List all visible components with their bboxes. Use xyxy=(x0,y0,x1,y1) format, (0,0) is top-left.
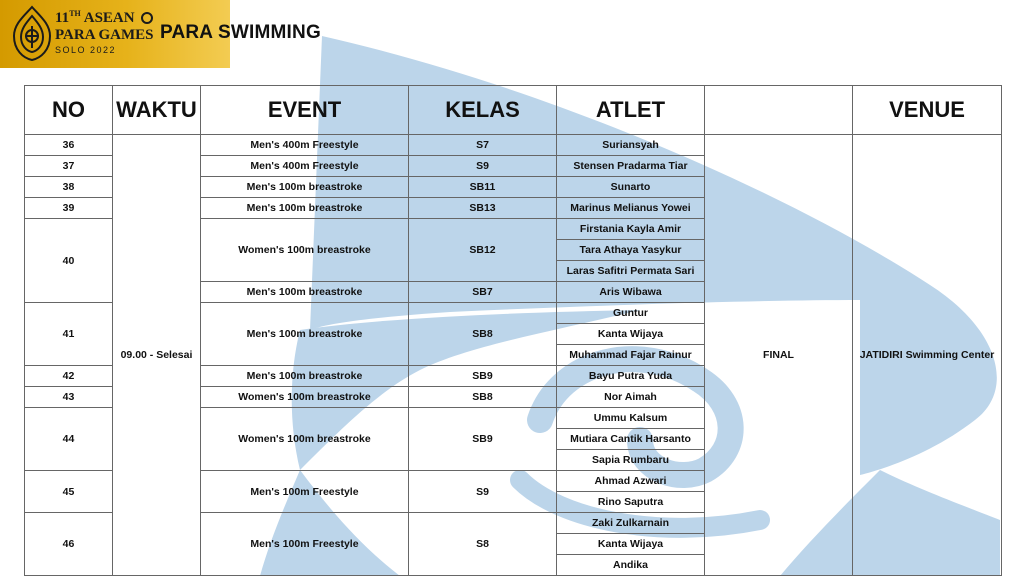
athlete-name: Zaki Zulkarnain xyxy=(557,513,705,534)
schedule-table xyxy=(24,85,1002,576)
athlete-name: Kanta Wijaya xyxy=(557,534,705,555)
column-header-venue: VENUE xyxy=(853,86,1002,135)
logo-subtitle: SOLO 2022 xyxy=(55,45,117,55)
event-name: Men's 100m breastroke xyxy=(201,366,409,387)
event-name: Men's 100m breastroke xyxy=(201,198,409,219)
logo-word-para-games: PARA GAMES xyxy=(55,27,154,43)
athlete-name: Laras Safitri Permata Sari xyxy=(557,261,705,282)
athlete-name: Sapia Rumbaru xyxy=(557,450,705,471)
event-number: 41 xyxy=(25,303,113,366)
time-cell: 09.00 - Selesai xyxy=(113,135,201,576)
athlete-name: Guntur xyxy=(557,303,705,324)
event-name: Men's 100m breastroke xyxy=(201,303,409,366)
table-header-row xyxy=(25,86,1002,135)
athlete-name: Firstania Kayla Amir xyxy=(557,219,705,240)
event-class: SB7 xyxy=(409,282,557,303)
athlete-name: Kanta Wijaya xyxy=(557,324,705,345)
event-number: 44 xyxy=(25,408,113,471)
column-header-atlet: ATLET xyxy=(557,86,705,135)
column-header-waktu: WAKTU xyxy=(113,86,201,135)
event-name: Men's 400m Freestyle xyxy=(201,135,409,156)
athlete-name: Marinus Melianus Yowei xyxy=(557,198,705,219)
athlete-name: Andika xyxy=(557,555,705,576)
athlete-name: Tara Athaya Yasykur xyxy=(557,240,705,261)
column-header-event: EVENT xyxy=(201,86,409,135)
athlete-name: Muhammad Fajar Rainur xyxy=(557,345,705,366)
athlete-name: Mutiara Cantik Harsanto xyxy=(557,429,705,450)
event-number: 37 xyxy=(25,156,113,177)
event-number: 39 xyxy=(25,198,113,219)
venue-cell: JATIDIRI Swimming Center xyxy=(853,135,1002,576)
event-class: S9 xyxy=(409,471,557,513)
event-name: Women's 100m breastroke xyxy=(201,219,409,282)
logo-edition: 11TH xyxy=(55,9,81,26)
asean-para-games-logo-icon xyxy=(10,4,54,62)
event-name: Men's 100m breastroke xyxy=(201,282,409,303)
athlete-name: Stensen Pradarma Tiar xyxy=(557,156,705,177)
athlete-name: Rino Saputra xyxy=(557,492,705,513)
event-name: Men's 100m Freestyle xyxy=(201,471,409,513)
event-number: 36 xyxy=(25,135,113,156)
event-number: 45 xyxy=(25,471,113,513)
column-header-kelas: KELAS xyxy=(409,86,557,135)
event-class: S9 xyxy=(409,156,557,177)
event-class: SB8 xyxy=(409,387,557,408)
page-title: PARA SWIMMING xyxy=(160,22,321,43)
athlete-name: Ahmad Azwari xyxy=(557,471,705,492)
athlete-name: Nor Aimah xyxy=(557,387,705,408)
athlete-name: Ummu Kalsum xyxy=(557,408,705,429)
athlete-name: Suriansyah xyxy=(557,135,705,156)
event-class: SB9 xyxy=(409,366,557,387)
phase-cell: FINAL xyxy=(705,135,853,576)
athlete-name: Aris Wibawa xyxy=(557,282,705,303)
event-number: 46 xyxy=(25,513,113,576)
column-header-no: NO xyxy=(25,86,113,135)
event-class: SB9 xyxy=(409,408,557,471)
table-row xyxy=(25,135,1002,156)
event-class: S8 xyxy=(409,513,557,576)
event-class: SB11 xyxy=(409,177,557,198)
event-class: SB8 xyxy=(409,303,557,366)
event-name: Women's 100m breastroke xyxy=(201,387,409,408)
event-name: Men's 100m breastroke xyxy=(201,177,409,198)
athlete-name: Sunarto xyxy=(557,177,705,198)
event-name: Women's 100m breastroke xyxy=(201,408,409,471)
event-number: 40 xyxy=(25,219,113,303)
event-number: 38 xyxy=(25,177,113,198)
athlete-name: Bayu Putra Yuda xyxy=(557,366,705,387)
event-class: SB13 xyxy=(409,198,557,219)
event-class: S7 xyxy=(409,135,557,156)
logo-wordmark xyxy=(55,10,153,55)
column-header-phase xyxy=(705,86,853,135)
event-name: Men's 400m Freestyle xyxy=(201,156,409,177)
event-class: SB12 xyxy=(409,219,557,282)
logo-word-asean: ASEAN xyxy=(83,9,135,26)
event-name: Men's 100m Freestyle xyxy=(201,513,409,576)
event-number: 43 xyxy=(25,387,113,408)
emblem-icon xyxy=(141,12,153,24)
event-number: 42 xyxy=(25,366,113,387)
